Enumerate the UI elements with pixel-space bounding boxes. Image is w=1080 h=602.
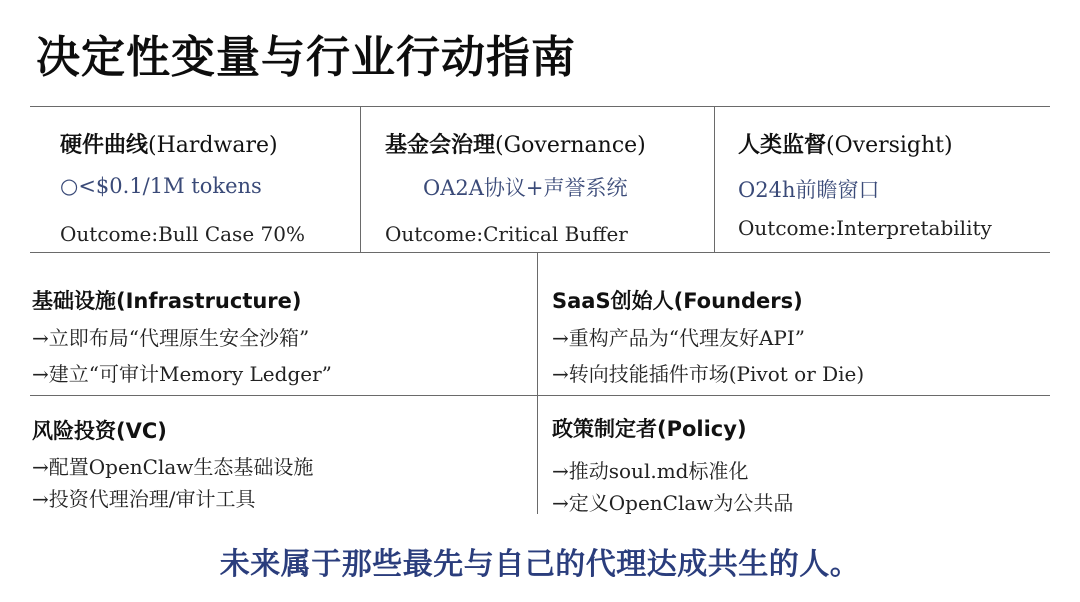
top-rule	[30, 106, 1050, 107]
variable-outcome: Outcome:Critical Buffer	[385, 222, 628, 246]
variable-heading: 基金会治理(Governance)	[385, 133, 646, 158]
action-heading: 风险投资(VC)	[32, 419, 167, 443]
action-heading: 基础设施(Infrastructure)	[32, 289, 302, 313]
variable-outcome: Outcome:Bull Case 70%	[60, 222, 305, 246]
variable-heading: 人类监督(Oversight)	[738, 133, 953, 158]
column-divider-2	[714, 106, 715, 252]
variable-metric: OA2A协议+声誉系统	[423, 176, 628, 200]
action-item: →立即布局“代理原生安全沙箱”	[32, 326, 310, 350]
row-divider-1	[30, 252, 1050, 253]
variable-heading: 硬件曲线(Hardware)	[60, 133, 278, 158]
variable-metric: O24h前瞻窗口	[738, 178, 880, 202]
action-item: →建立“可审计Memory Ledger”	[32, 362, 332, 386]
action-heading: SaaS创始人(Founders)	[552, 289, 803, 313]
row-divider-2	[30, 395, 1050, 396]
action-item: →定义OpenClaw为公共品	[552, 491, 794, 515]
variable-outcome: Outcome:Interpretability	[738, 216, 992, 240]
column-divider-center	[537, 252, 538, 514]
action-item: →转向技能插件市场(Pivot or Die)	[552, 362, 865, 386]
action-item: →配置OpenClaw生态基础设施	[32, 455, 314, 479]
action-heading: 政策制定者(Policy)	[552, 417, 747, 441]
column-divider-1	[360, 106, 361, 252]
action-item: →投资代理治理/审计工具	[32, 487, 256, 511]
footer-slogan: 未来属于那些最先与自己的代理达成共生的人。	[219, 547, 861, 582]
page-title: 决定性变量与行业行动指南	[36, 32, 576, 83]
variable-metric: ○<$0.1/1M tokens	[60, 174, 262, 198]
action-item: →重构产品为“代理友好API”	[552, 326, 806, 350]
action-item: →推动soul.md标准化	[552, 459, 749, 483]
